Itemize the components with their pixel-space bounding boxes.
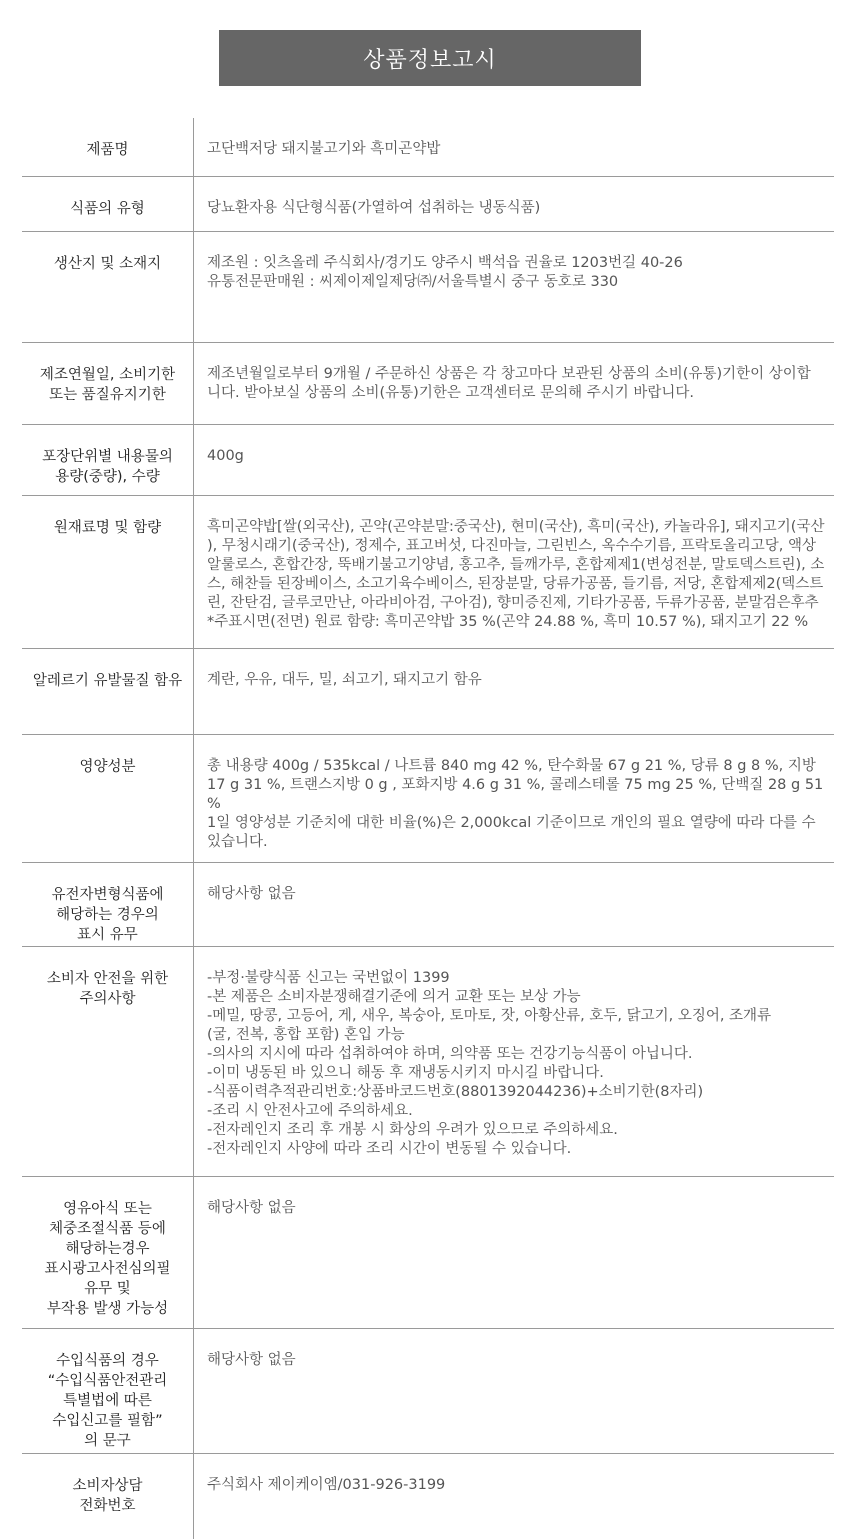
table-row [22, 863, 834, 947]
row-label: 수입식품의 경우 “수입식품안전관리 특별법에 따른 수입신고를 필함” 의 문구 [22, 1329, 194, 1453]
table-row [22, 118, 834, 177]
row-label: 제조연월일, 소비기한 또는 품질유지기한 [22, 343, 194, 424]
row-label: 생산지 및 소재지 [22, 232, 194, 342]
row-label: 소비자상담 전화번호 [22, 1454, 194, 1539]
table-row [22, 425, 834, 496]
row-label: 알레르기 유발물질 함유 [22, 649, 194, 734]
row-value: 해당사항 없음 [207, 886, 296, 902]
row-value: 제조원 : 잇츠올레 주식회사/경기도 양주시 백석읍 권율로 1203번길 40-26 유통전문판매원 : 씨제이제일제당㈜/서울특별시 중구 동호로 330 [207, 255, 683, 290]
row-label: 원재료명 및 함량 [22, 496, 194, 648]
table-row [22, 177, 834, 232]
row-label: 영양성분 [22, 735, 194, 862]
row-label: 영유아식 또는 체중조절식품 등에 해당하는경우 표시광고사전심의필 유무 및 부작용 발생 가능성 [22, 1177, 194, 1328]
row-value: 제조년월일로부터 9개월 / 주문하신 상품은 각 창고마다 보관된 상품의 소비(유통)기한이 상이합 니다. 받아보실 상품의 소비(유통)기한은 고객센터로 문의해 주시기 바랍니다. [207, 366, 811, 401]
row-value: 해당사항 없음 [207, 1352, 296, 1368]
row-label: 유전자변형식품에 해당하는 경우의 표시 유무 [22, 863, 194, 946]
row-value: 주식회사 제이케이엠/031-926-3199 [207, 1477, 446, 1493]
row-value: 해당사항 없음 [207, 1200, 296, 1216]
table-row [22, 1329, 834, 1454]
table-row [22, 1177, 834, 1329]
page-title: 상품정보고시 [219, 30, 641, 86]
table-row [22, 496, 834, 649]
row-value: 400g [207, 448, 244, 464]
row-label: 식품의 유형 [22, 177, 194, 231]
row-value: 총 내용량 400g / 535kcal / 나트륨 840 mg 42 %, 탄수화물 67 g 21 %, 당류 8 g 8 %, 지방 17 g 31 %, 트랜스지방 0 g , 포화지방 4.6 g 31 %, 콜레스테롤 75 mg 25 %, 단백질 28 g 51 % 1일 영양성분 기준치에 대한 비율(%)은 2,000kcal 기준이므로 개인의 필요 열량에 따라 다를 수 있습니다. [207, 758, 824, 850]
table-row [22, 735, 834, 863]
row-value: 고단백저당 돼지불고기와 흑미곤약밥 [207, 141, 441, 157]
row-label: 소비자 안전을 위한 주의사항 [22, 947, 194, 1176]
product-info-table [22, 118, 834, 1539]
row-value: 흑미곤약밥[쌀(외국산), 곤약(곤약분말:중국산), 현미(국산), 흑미(국산), 카놀라유], 돼지고기(국산 ), 무청시래기(중국산), 정제수, 표고버섯, 다진마늘, 그린빈스, 옥수수기름, 프락토올리고당, 액상 알룰로스, 혼합간장, 뚝배기불고기양념, 홍고추, 들깨가루, 혼합제제1(변성전분, 말토덱스트린), 소 스, 해찬들 된장베이스, 소고기육수베이스, 된장분말, 당류가공품, 들기름, 저당, 혼합제제2(덱스트 린, 잔탄검, 글루코만난, 아라비아검, 구아검), 향미증진제, 기타가공품, 두류가공품, 분말검은후추 *주표시면(전면) 원료 함량: 흑미곤약밥 35 %(곤약 24.88 %, 흑미 10.57 %), 돼지고기 22 % [207, 519, 825, 630]
table-row [22, 649, 834, 735]
table-row [22, 1454, 834, 1539]
table-row [22, 232, 834, 343]
row-value: 당뇨환자용 식단형식품(가열하여 섭취하는 냉동식품) [207, 200, 541, 216]
row-label: 포장단위별 내용물의 용량(중량), 수량 [22, 425, 194, 495]
row-value: 계란, 우유, 대두, 밀, 쇠고기, 돼지고기 함유 [207, 672, 482, 688]
row-label: 제품명 [22, 118, 194, 176]
table-row [22, 947, 834, 1177]
row-value: -부정·불량식품 신고는 국번없이 1399 -본 제품은 소비자분쟁해결기준에 의거 교환 또는 보상 가능 -메밀, 땅콩, 고등어, 게, 새우, 복숭아, 토마토, 잣, 아황산류, 호두, 닭고기, 오징어, 조개류 (굴, 전복, 홍합 포함) 혼입 가능 -의사의 지시에 따라 섭취하여야 하며, 의약품 또는 건강기능식품이 아닙니다. -이미 냉동된 바 있으니 해동 후 재냉동시키지 마시길 바랍니다. -식품이력추적관리번호:상품바코드번호(8801392044236)+소비기한(8자리) -조리 시 안전사고에 주의하세요. -전자레인지 조리 후 개봉 시 화상의 우려가 있으므로 주의하세요. -전자레인지 사양에 따라 조리 시간이 변동될 수 있습니다. [207, 970, 772, 1157]
table-row [22, 343, 834, 425]
